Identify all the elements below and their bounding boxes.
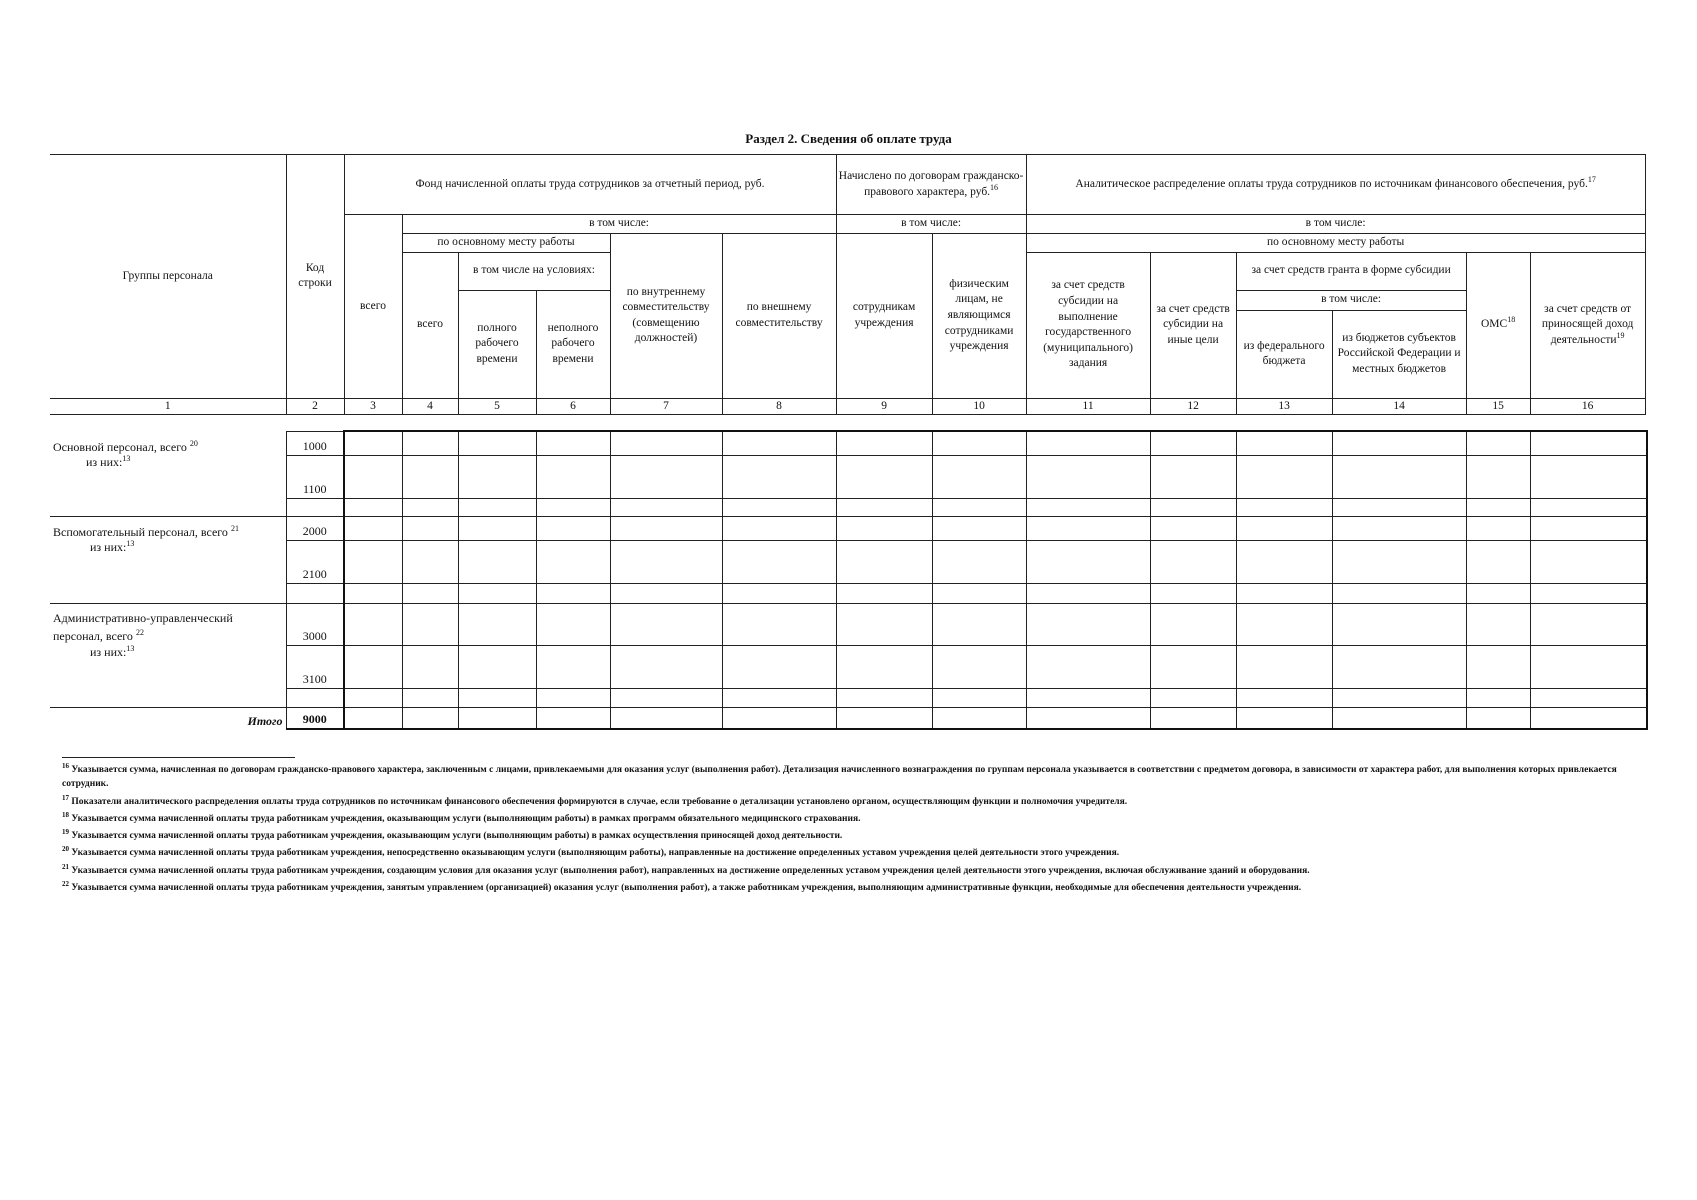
cell[interactable] [536, 431, 610, 455]
cell[interactable] [402, 707, 458, 729]
cell[interactable] [1530, 540, 1647, 583]
cell[interactable] [344, 688, 402, 707]
cell[interactable] [1150, 688, 1236, 707]
table-row [50, 583, 1647, 603]
cell[interactable] [836, 455, 932, 498]
footnote-18: $^{18}$ Указывается сумма начисленной оплаты труда работникам учреждения, оказывающим услуги (выполняющим работы) в рамках программ обязательного медицинского страхования. [62, 810, 861, 824]
table-row [50, 431, 1647, 455]
cell[interactable] [458, 455, 536, 498]
cell[interactable] [610, 498, 722, 516]
row-label: из них:$^{13}$ [90, 539, 135, 554]
cell[interactable] [610, 603, 722, 645]
header-oms: ОМС$^{18}$ [1466, 252, 1530, 398]
cell[interactable] [1332, 431, 1466, 455]
header-in-that-cond: в том числе на условиях: [458, 252, 610, 290]
col-number: 5 [458, 398, 536, 415]
header-gph: Начислено по договорам гражданско-правового характера, руб.$^{16}$ [836, 155, 1026, 215]
cell[interactable] [722, 603, 836, 645]
cell[interactable] [1530, 455, 1647, 498]
header-internal: по внутреннему совместительству (совмещению должностей) [610, 234, 722, 399]
row-label: из них:$^{13}$ [90, 644, 135, 659]
cell[interactable] [402, 455, 458, 498]
cell[interactable] [344, 583, 402, 603]
cell[interactable] [344, 431, 402, 455]
cell[interactable] [458, 431, 536, 455]
col-number: 14 [1332, 398, 1466, 415]
cell[interactable] [932, 707, 1026, 729]
cell[interactable] [932, 603, 1026, 645]
cell[interactable] [1530, 516, 1647, 540]
header-grant-in-that: в том числе: [1236, 290, 1466, 310]
cell[interactable] [1026, 455, 1150, 498]
cell[interactable] [536, 707, 610, 729]
cell[interactable] [458, 540, 536, 583]
header-external: по внешнему совместительству [722, 234, 836, 399]
cell[interactable] [1466, 498, 1530, 516]
cell[interactable] [344, 516, 402, 540]
cell[interactable] [1236, 707, 1332, 729]
cell[interactable] [1332, 688, 1466, 707]
col-number: 9 [836, 398, 932, 415]
col-number: 1 [50, 398, 286, 415]
cell[interactable] [1332, 498, 1466, 516]
col-number: 4 [402, 398, 458, 415]
table-row-total [50, 707, 1647, 729]
header-gph-in-that: в том числе: [836, 215, 1026, 234]
cell[interactable] [1332, 540, 1466, 583]
cell[interactable] [932, 516, 1026, 540]
col-number: 8 [722, 398, 836, 415]
cell[interactable] [610, 583, 722, 603]
cell[interactable] [1150, 455, 1236, 498]
header-analytic-main-place: по основному месту работы [1026, 234, 1645, 253]
cell[interactable] [1466, 583, 1530, 603]
cell[interactable] [402, 603, 458, 645]
cell[interactable] [536, 645, 610, 688]
footnotes [62, 757, 1622, 898]
cell[interactable] [932, 498, 1026, 516]
cell[interactable] [932, 431, 1026, 455]
header-fund-in-that: в том числе: [402, 215, 836, 234]
cell[interactable] [1530, 583, 1647, 603]
header-federal: из федерального бюджета [1236, 310, 1332, 398]
cell[interactable] [1236, 645, 1332, 688]
cell[interactable] [1466, 688, 1530, 707]
header-grant: за счет средств гранта в форме субсидии [1236, 252, 1466, 290]
col-number: 13 [1236, 398, 1332, 415]
cell[interactable] [344, 603, 402, 645]
row-code-total: 9000 [286, 707, 344, 729]
table-row [50, 688, 1647, 707]
col-number: 3 [344, 398, 402, 415]
cell[interactable] [1332, 516, 1466, 540]
cell[interactable] [836, 498, 932, 516]
header-subsidy-state: за счет средств субсидии на выполнение государственного (муниципального) задания [1026, 252, 1150, 398]
row-label [50, 498, 286, 516]
cell[interactable] [610, 540, 722, 583]
header-table [50, 154, 1646, 415]
cell[interactable] [1332, 455, 1466, 498]
cell[interactable] [458, 583, 536, 603]
header-employees: сотрудникам учреждения [836, 234, 932, 399]
row-label-total: Итого [247, 714, 283, 728]
cell[interactable] [610, 516, 722, 540]
cell[interactable] [932, 688, 1026, 707]
cell[interactable] [1026, 603, 1150, 645]
cell[interactable] [1236, 603, 1332, 645]
cell[interactable] [836, 583, 932, 603]
row-code: 3100 [286, 645, 344, 688]
col-number: 16 [1530, 398, 1645, 415]
cell[interactable] [1150, 516, 1236, 540]
cell[interactable] [402, 498, 458, 516]
cell[interactable] [836, 688, 932, 707]
cell[interactable] [1236, 583, 1332, 603]
cell[interactable] [610, 431, 722, 455]
col-number: 6 [536, 398, 610, 415]
row-code [286, 498, 344, 516]
cell[interactable] [1236, 540, 1332, 583]
cell[interactable] [1466, 516, 1530, 540]
cell[interactable] [536, 583, 610, 603]
col-number: 2 [286, 398, 344, 415]
cell[interactable] [836, 516, 932, 540]
cell[interactable] [1150, 498, 1236, 516]
table-row [50, 498, 1647, 516]
header-analytic: Аналитическое распределение оплаты труда сотрудников по источникам финансового обеспечения, руб.$^{17}$ [1026, 155, 1645, 215]
table-row [50, 645, 1647, 688]
cell[interactable] [1530, 707, 1647, 729]
header-code: Код строки [286, 155, 344, 399]
cell[interactable] [1026, 645, 1150, 688]
cell[interactable] [610, 455, 722, 498]
header-full-time: полного рабочего времени [458, 290, 536, 398]
cell[interactable] [1150, 431, 1236, 455]
cell[interactable] [1466, 603, 1530, 645]
cell[interactable] [536, 498, 610, 516]
cell[interactable] [722, 583, 836, 603]
row-code: 1000 [286, 431, 344, 455]
header-part-time: неполного рабочего времени [536, 290, 610, 398]
row-label: Вспомогательный персонал, всего $^{21}$ [53, 524, 239, 539]
header-non-employees: физическим лицам, не являющимся сотрудниками учреждения [932, 234, 1026, 399]
cell[interactable] [536, 516, 610, 540]
row-code: 1100 [286, 455, 344, 498]
data-table [50, 430, 1648, 730]
cell[interactable] [458, 498, 536, 516]
cell[interactable] [836, 431, 932, 455]
cell[interactable] [722, 688, 836, 707]
row-label: из них:$^{13}$ [86, 454, 131, 469]
cell[interactable] [1466, 431, 1530, 455]
cell[interactable] [836, 603, 932, 645]
cell[interactable] [402, 540, 458, 583]
cell[interactable] [536, 603, 610, 645]
cell[interactable] [1530, 688, 1647, 707]
cell[interactable] [402, 583, 458, 603]
table-row [50, 516, 1647, 540]
col-number: 10 [932, 398, 1026, 415]
cell[interactable] [402, 645, 458, 688]
table-row [50, 455, 1647, 498]
row-code: 2000 [286, 516, 344, 540]
cell[interactable] [1332, 707, 1466, 729]
cell[interactable] [1026, 707, 1150, 729]
cell[interactable] [1466, 540, 1530, 583]
cell[interactable] [1026, 431, 1150, 455]
cell[interactable] [722, 645, 836, 688]
cell[interactable] [1150, 645, 1236, 688]
row-code: 3000 [286, 603, 344, 645]
cell[interactable] [458, 707, 536, 729]
cell[interactable] [1150, 583, 1236, 603]
cell[interactable] [1236, 431, 1332, 455]
cell[interactable] [1530, 431, 1647, 455]
cell[interactable] [836, 707, 932, 729]
cell[interactable] [1530, 603, 1647, 645]
cell[interactable] [402, 431, 458, 455]
cell[interactable] [1236, 498, 1332, 516]
footnote-rule [62, 757, 295, 758]
cell[interactable] [402, 688, 458, 707]
header-main-place: по основному месту работы [402, 234, 610, 253]
cell[interactable] [1150, 603, 1236, 645]
cell[interactable] [1026, 540, 1150, 583]
cell[interactable] [344, 455, 402, 498]
cell[interactable] [610, 645, 722, 688]
cell[interactable] [1236, 688, 1332, 707]
cell[interactable] [722, 498, 836, 516]
header-groups: Группы персонала [50, 155, 286, 399]
cell[interactable] [836, 645, 932, 688]
col-number: 11 [1026, 398, 1150, 415]
cell[interactable] [344, 540, 402, 583]
cell[interactable] [1026, 688, 1150, 707]
cell[interactable] [610, 688, 722, 707]
cell[interactable] [1332, 645, 1466, 688]
cell[interactable] [1026, 516, 1150, 540]
footnote-21: $^{21}$ Указывается сумма начисленной оплаты труда работникам учреждения, создающим условия для оказания услуг (выполнения работ), направленных на достижение определенных уставом учреждения целей деятельности этого учреждения, включая обслуживание зданий и оборудования. [62, 862, 1310, 876]
cell[interactable] [722, 707, 836, 729]
footnote-16: $^{16}$ Указывается сумма, начисленная по договорам гражданско-правового характера, заключенным с лицами, привлекаемыми для оказания услуг (выполнения работ). Детализация начисленного вознаграждения по группам персонала указывается в соответствии с предметом договора, в зависимости от характера работ, для выполнения которых привлекается сотрудник. [62, 761, 1617, 790]
cell[interactable] [610, 707, 722, 729]
cell[interactable] [932, 540, 1026, 583]
cell[interactable] [344, 707, 402, 729]
cell[interactable] [1026, 583, 1150, 603]
cell[interactable] [1530, 498, 1647, 516]
cell[interactable] [344, 645, 402, 688]
footnote-17: $^{17}$ Показатели аналитического распределения оплаты труда сотрудников по источникам финансового обеспечения формируются в случае, если требование о детализации установлено органом, осуществляющим функции и полномочия учредителя. [62, 793, 1128, 807]
cell[interactable] [722, 431, 836, 455]
header-analytic-in-that: в том числе: [1026, 215, 1645, 234]
cell[interactable] [722, 455, 836, 498]
cell[interactable] [836, 540, 932, 583]
cell[interactable] [458, 645, 536, 688]
header-income: за счет средств от приносящей доход деятельности$^{19}$ [1530, 252, 1645, 398]
cell[interactable] [1236, 455, 1332, 498]
cell[interactable] [722, 540, 836, 583]
cell[interactable] [1150, 707, 1236, 729]
header-subsidy-other: за счет средств субсидии на иные цели [1150, 252, 1236, 398]
footnote-20: $^{20}$ Указывается сумма начисленной оплаты труда работникам учреждения, непосредственно оказывающим услуги (выполняющим работы), направленные на достижение определенных уставом учреждения целей деятельности этого учреждения. [62, 845, 1120, 859]
cell[interactable] [536, 540, 610, 583]
cell[interactable] [932, 645, 1026, 688]
cell[interactable] [458, 688, 536, 707]
cell[interactable] [932, 583, 1026, 603]
col-number: 7 [610, 398, 722, 415]
cell[interactable] [458, 516, 536, 540]
cell[interactable] [722, 516, 836, 540]
row-label [50, 688, 286, 707]
header-regional: из бюджетов субъектов Российской Федерации и местных бюджетов [1332, 310, 1466, 398]
row-label: Административно-управленческий персонал, всего $^{22}$ [53, 611, 233, 643]
cell[interactable] [402, 516, 458, 540]
col-number: 15 [1466, 398, 1530, 415]
cell[interactable] [1466, 707, 1530, 729]
cell[interactable] [1026, 498, 1150, 516]
cell[interactable] [1530, 645, 1647, 688]
cell[interactable] [536, 688, 610, 707]
cell[interactable] [458, 603, 536, 645]
cell[interactable] [1236, 516, 1332, 540]
footnote-19: $^{19}$ Указывается сумма начисленной оплаты труда работникам учреждения, оказывающим услуги (выполняющим работы) в рамках осуществления приносящей доход деятельности. [62, 827, 843, 841]
header-fund: Фонд начисленной оплаты труда сотрудников за отчетный период, руб. [344, 155, 836, 215]
cell[interactable] [1332, 583, 1466, 603]
col-number: 12 [1150, 398, 1236, 415]
cell[interactable] [1466, 455, 1530, 498]
cell[interactable] [536, 455, 610, 498]
table-row [50, 540, 1647, 583]
row-code [286, 688, 344, 707]
cell[interactable] [344, 498, 402, 516]
row-label: Основной персонал, всего $^{20}$ [53, 439, 198, 454]
cell[interactable] [1150, 540, 1236, 583]
cell[interactable] [1466, 645, 1530, 688]
page-title: Раздел 2. Сведения об оплате труда [745, 131, 952, 146]
table-row [50, 603, 1647, 645]
header-fund-total: всего [344, 215, 402, 399]
footnote-22: $^{22}$ Указывается сумма начисленной оплаты труда работникам учреждения, занятым управлением (организацией) оказания услуг (выполнения работ), а также работникам учреждения, выполняющим административные функции, необходимые для обеспечения деятельности учреждения. [62, 879, 1302, 893]
cell[interactable] [1332, 603, 1466, 645]
row-code [286, 583, 344, 603]
cell[interactable] [932, 455, 1026, 498]
header-main-total: всего [402, 252, 458, 398]
row-code: 2100 [286, 540, 344, 583]
row-label [50, 583, 286, 603]
